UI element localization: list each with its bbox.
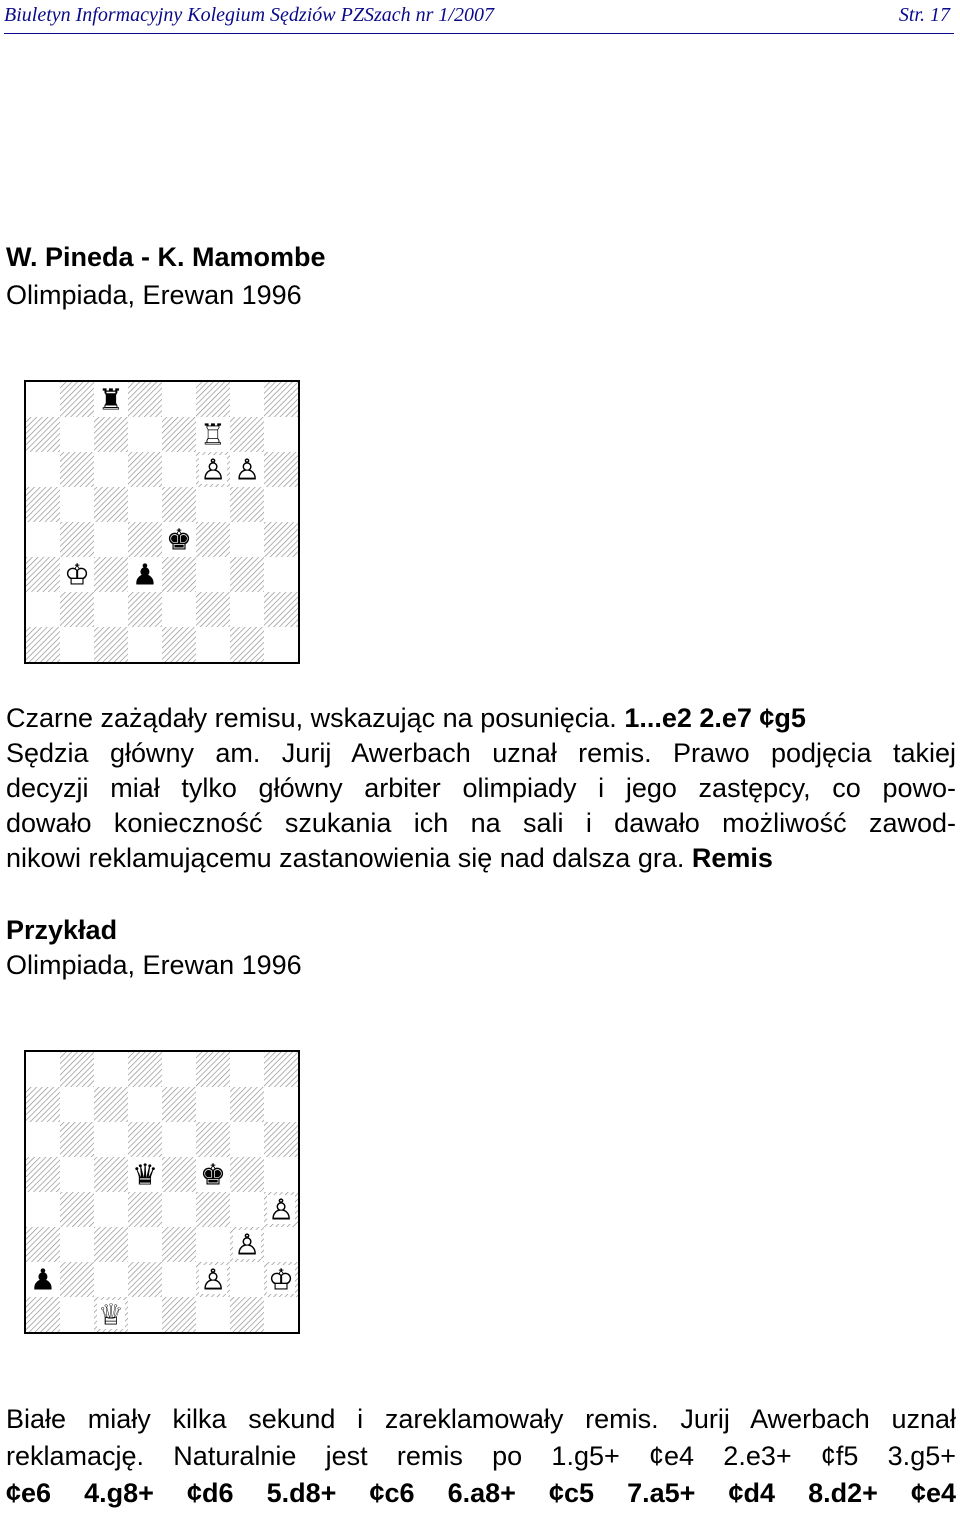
dark-square [94,1157,128,1192]
dark-square [264,1122,298,1157]
page-number: Str. 17 [898,4,950,26]
dark-square [230,487,264,522]
dark-square [60,452,94,487]
dark-square [60,1192,94,1227]
dark-square [162,417,196,452]
dark-square [26,417,60,452]
dark-square [162,1297,196,1332]
dark-square [162,1227,196,1262]
dark-square [264,1052,298,1087]
page-header [4,4,954,28]
white-pawn-icon: ♙ [234,452,260,487]
dark-square [26,557,60,592]
white-king-icon: ♔ [64,557,90,592]
dark-square [230,1087,264,1122]
text-line-3: decyzji miał tylko główny arbiter olimpiady i jego zastępcy, co powo- [6,773,956,803]
dark-square [26,1087,60,1122]
white-pawn-icon: ♙ [234,1227,260,1262]
black-rook-icon: ♜ [98,382,124,417]
chess-diagram-1 [24,380,300,664]
dark-square [128,592,162,627]
black-king-icon: ♚ [200,1157,226,1192]
dark-square [128,1122,162,1157]
dark-square [26,1227,60,1262]
dark-square [196,1052,230,1087]
black-pawn-icon: ♟ [30,1262,56,1297]
game-players: W. Pineda - K. Mamombe [6,242,326,272]
dark-square [230,627,264,662]
white-pawn-icon: ♙ [268,1192,294,1227]
example-label: Przykład [6,915,118,945]
dark-square [196,382,230,417]
text-line-1: Czarne zażądały remisu, wskazując na posunięcia. 1...e2 2.e7 ¢g5 [6,703,806,733]
dark-square [264,522,298,557]
dark-square [162,1157,196,1192]
dark-square [196,1122,230,1157]
black-pawn-icon: ♟ [132,557,158,592]
dark-square [128,522,162,557]
dark-square [26,627,60,662]
white-king-icon: ♔ [268,1262,294,1297]
dark-square [162,557,196,592]
dark-square [264,382,298,417]
bulletin-title: Biuletyn Informacyjny Kolegium Sędziów PZSzach nr 1/2007 [4,4,494,26]
dark-square [264,452,298,487]
text-line-4: dowało konieczność szukania ich na sali i dawało możliwość zawod- [6,808,956,838]
white-rook-icon: ♖ [200,417,226,452]
dark-square [128,1052,162,1087]
dark-square [128,382,162,417]
white-queen-icon: ♕ [98,1297,124,1332]
dark-square [230,557,264,592]
dark-square [128,1192,162,1227]
dark-square [60,522,94,557]
white-pawn-icon: ♙ [200,452,226,487]
header-rule [4,33,954,34]
dark-square [94,1087,128,1122]
chess-board-1 [26,382,298,662]
dark-square [94,627,128,662]
dark-square [196,592,230,627]
dark-square [60,1122,94,1157]
dark-square [60,1262,94,1297]
dark-square [162,627,196,662]
example-event: Olimpiada, Erewan 1996 [6,950,302,980]
text-line-8: ¢e6 4.g8+ ¢d6 5.d8+ ¢c6 6.a8+ ¢c5 7.a5+ ¢d4 8.d2+ ¢e4 [6,1478,956,1508]
dark-square [26,487,60,522]
dark-square [94,417,128,452]
dark-square [128,452,162,487]
dark-square [196,1192,230,1227]
dark-square [94,487,128,522]
white-pawn-icon: ♙ [200,1262,226,1297]
text-line-2: Sędzia główny am. Jurij Awerbach uznał remis. Prawo podjęcia takiej [6,738,956,768]
text-line-7: reklamację. Naturalnie jest remis po 1.g5+ ¢e4 2.e3+ ¢f5 3.g5+ [6,1441,956,1471]
dark-square [60,382,94,417]
dark-square [26,1297,60,1332]
dark-square [230,1157,264,1192]
chess-board-2 [26,1052,298,1332]
dark-square [230,1297,264,1332]
moves-notation: 1...e2 2.e7 ¢g5 [624,703,806,733]
game-event: Olimpiada, Erewan 1996 [6,280,302,310]
result-remis: Remis [691,843,773,873]
chess-diagram-2 [24,1050,300,1334]
text-line-5: nikowi reklamującemu zastanowienia się nad dalsza gra. Remis [6,843,773,873]
dark-square [26,1157,60,1192]
text-line-6: Białe miały kilka sekund i zareklamowały remis. Jurij Awerbach uznał [6,1404,956,1434]
dark-square [94,1227,128,1262]
dark-square [60,592,94,627]
dark-square [196,522,230,557]
dark-square [162,1087,196,1122]
dark-square [94,557,128,592]
black-queen-icon: ♛ [132,1157,158,1192]
dark-square [128,1262,162,1297]
dark-square [230,417,264,452]
dark-square [264,592,298,627]
black-king-icon: ♚ [166,522,192,557]
dark-square [162,487,196,522]
dark-square [60,1052,94,1087]
